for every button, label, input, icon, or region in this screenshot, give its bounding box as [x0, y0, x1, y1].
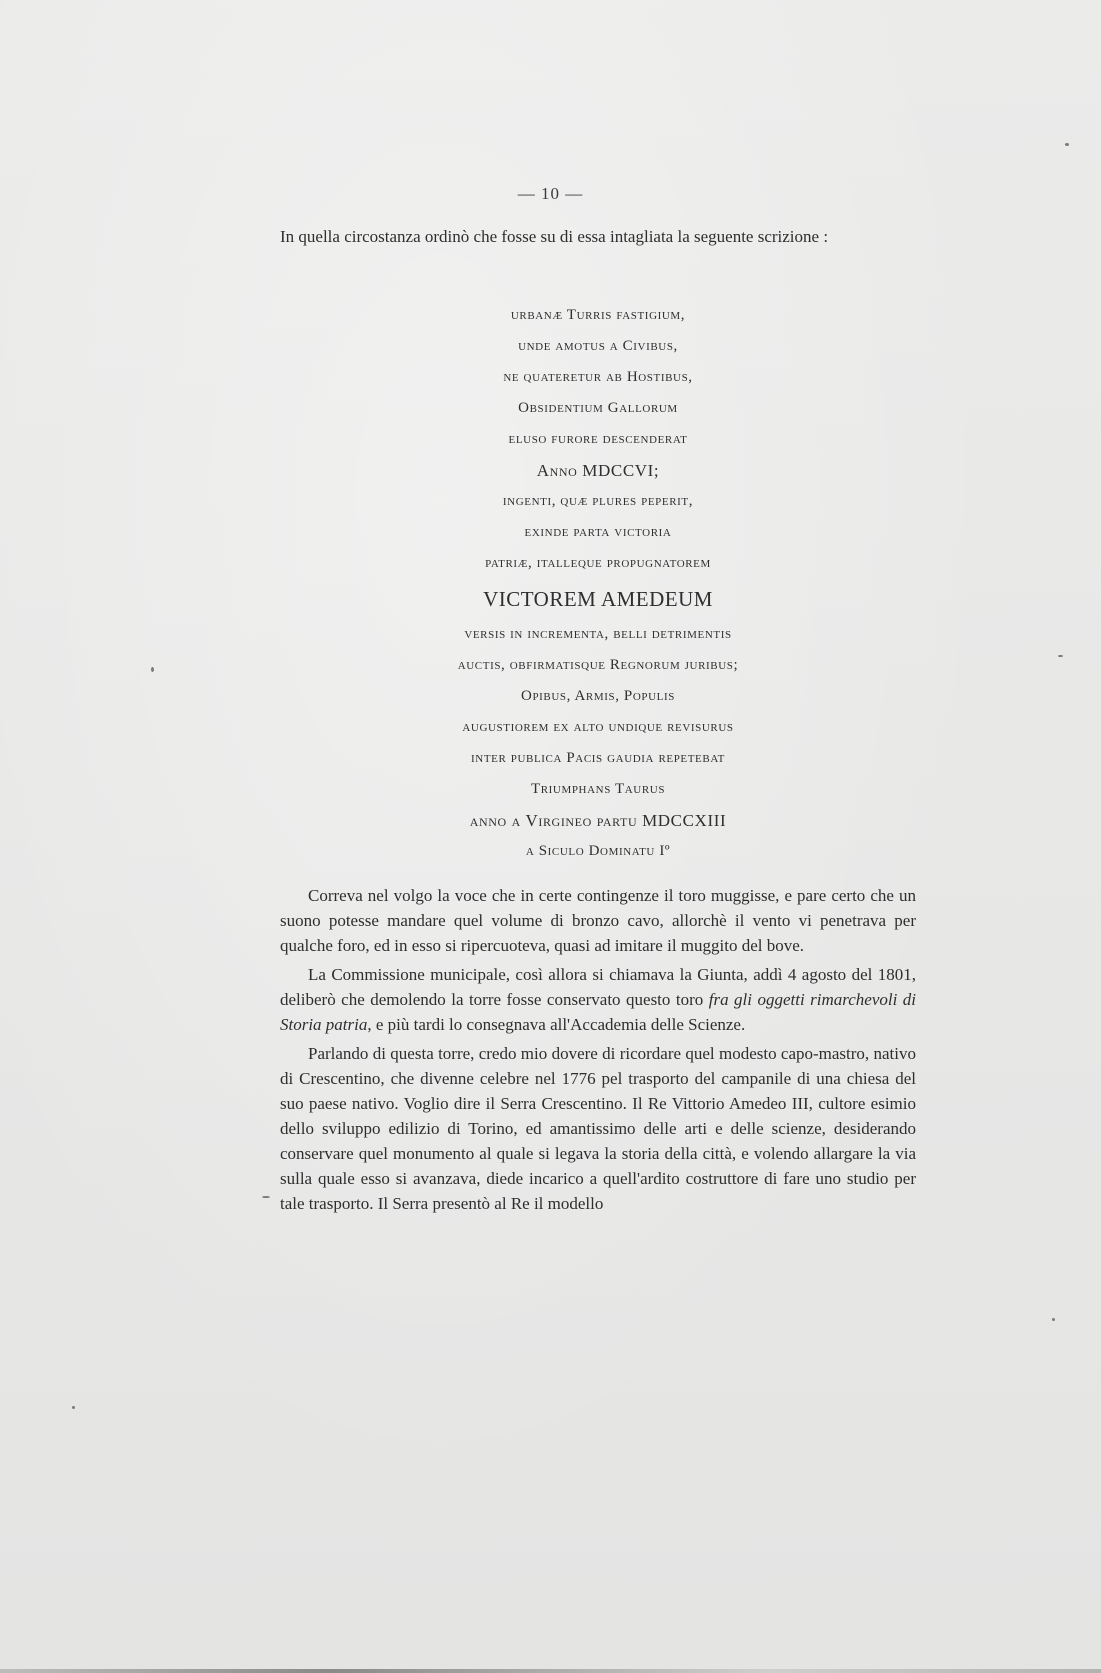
italic-phrase: fra gli oggetti rimarchevoli di Storia patria	[280, 990, 917, 1034]
paper-speck	[1058, 655, 1063, 657]
body-text	[280, 883, 916, 1220]
intro-paragraph: In quella circostanza ordinò che fosse su di essa intagliata la seguente scrizione :	[280, 227, 829, 246]
page-number: — 10 —	[517, 184, 584, 203]
paragraph-text: , e più tardi lo consegnava all'Accademia delle Scienze.	[367, 1015, 746, 1034]
page-bottom-edge	[0, 1669, 1101, 1673]
inscription-line: Obsidentium Gallorum	[518, 400, 678, 416]
paper-speck	[1065, 143, 1069, 146]
inscription-line: exinde parta victoria	[524, 524, 672, 540]
inscription-line: Anno MDCCVI;	[536, 461, 660, 480]
inscription-line: Triumphans Taurus	[530, 781, 666, 797]
inscription-line: versis in incrementa, belli detrimentis	[464, 626, 732, 642]
inscription-line: auctis, obfirmatisque Regnorum juribus;	[457, 657, 739, 673]
paper-speck	[262, 1196, 270, 1198]
paragraph-text: La Commissione municipale, così allora si chiamava la Giunta, addì 4 agosto del 1801, deliberò che demolendo la torre fosse conservato questo toro	[280, 965, 916, 1009]
body-paragraph	[280, 962, 916, 1037]
inscription-line: patriæ, italleque propugnatorem	[485, 555, 711, 571]
inscription-line: ingenti, quæ plures peperit,	[502, 493, 694, 509]
paragraph-text: Correva nel volgo la voce che in certe contingenze il toro muggisse, e pare certo che un suono potesse mandare quel volume di bronzo cavo, allorchè il vento vi penetrava per qualche foro, ed in esso si ripercuoteva, quasi ad imitare il muggito del bove.	[280, 886, 916, 955]
paper-speck	[151, 667, 154, 672]
inscription-line: a Siculo Dominatu Iº	[525, 843, 671, 859]
inscription-line: ne quateretur ab Hostibus,	[503, 369, 693, 385]
body-paragraph	[280, 883, 916, 958]
latin-inscription	[280, 300, 916, 867]
paragraph-text: Parlando di questa torre, credo mio dovere di ricordare quel modesto capo-mastro, nativo di Crescentino, che divenne celebre nel 1776 pel trasporto del campanile di una chiesa del suo paese nativo. Voglio dire il Serra Crescentino. Il Re Vittorio Amedeo III, cultore esimio dello sviluppo edilizio di Torino, ed amantissimo delle arti e delle scienze, desiderando conservare quel monumento al quale si legava la storia della città, e volendo allargare la via sulla quale esso si avanzava, diede incarico a quell'ardito costruttore di fare uno studio per tale trasporto. Il Serra presentò al Re il modello	[280, 1044, 916, 1213]
inscription-line: eluso furore descenderat	[508, 431, 688, 447]
body-paragraph	[280, 1041, 916, 1216]
inscription-line: augustiorem ex alto undique revisurus	[462, 719, 734, 735]
inscription-line: unde amotus a Civibus,	[518, 338, 678, 354]
inscription-line: urbanæ Turris fastigium,	[510, 307, 686, 323]
inscription-line: inter publica Pacis gaudia repetebat	[471, 750, 725, 766]
paper-speck	[72, 1406, 75, 1409]
inscription-line: anno a Virgineo partu MDCCXIII	[469, 811, 727, 830]
paper-speck	[1052, 1318, 1055, 1321]
inscription-line: Opibus, Armis, Populis	[521, 688, 675, 704]
inscription-line: VICTOREM AMEDEUM	[483, 587, 713, 611]
